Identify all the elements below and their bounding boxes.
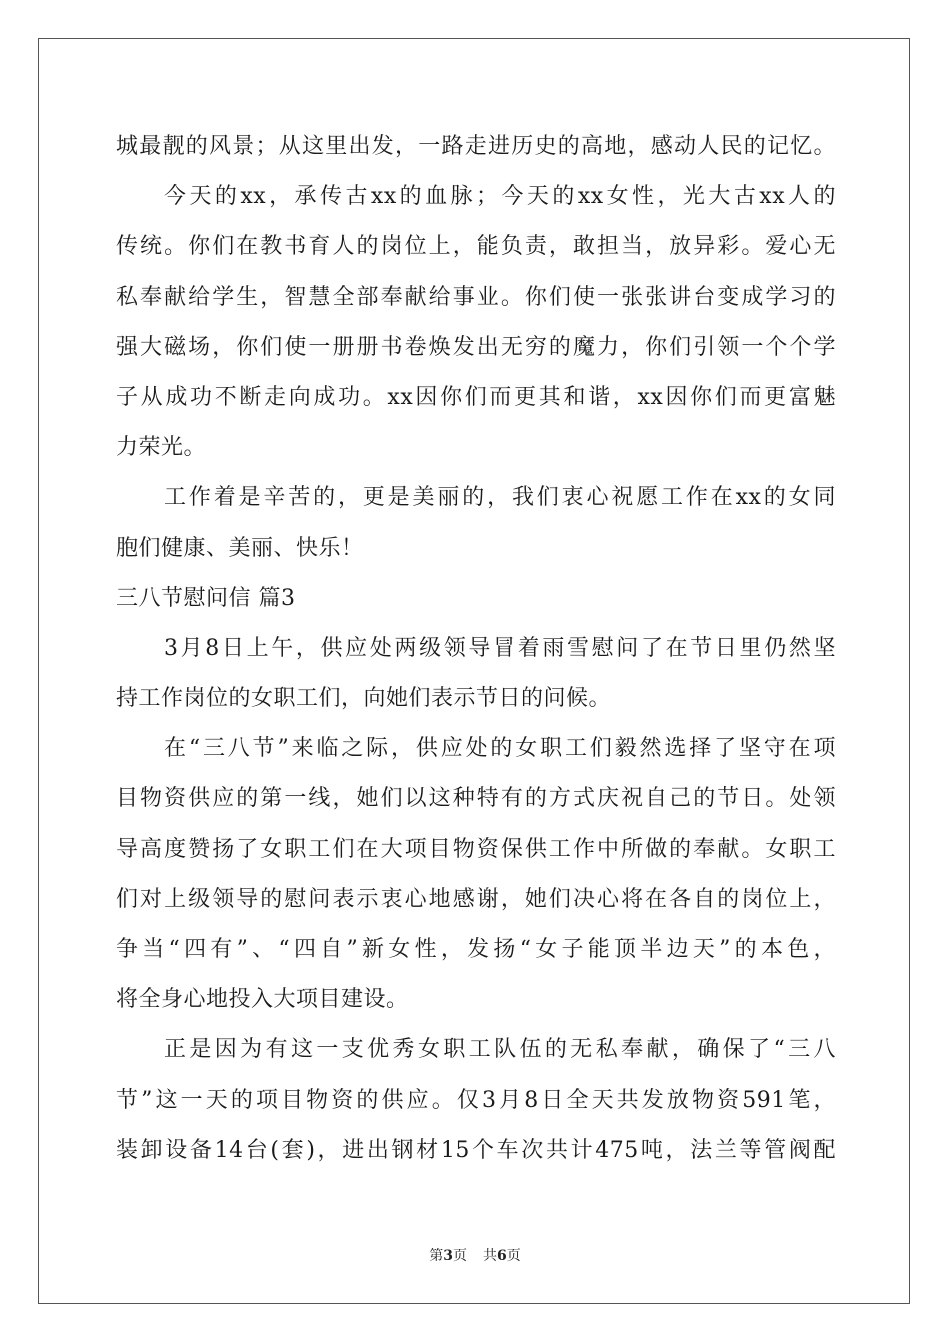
text-line: 力荣光。 xyxy=(116,435,207,461)
text-line: 传统。你们在教书育人的岗位上，能负责，敢担当，放异彩。爱心无 xyxy=(116,234,836,260)
text-line: 工作着是辛苦的，更是美丽的，我们衷心祝愿工作在xx的女同 xyxy=(164,485,836,511)
footer-prefix: 第 xyxy=(429,1248,444,1264)
text-line: 导高度赞扬了女职工们在大项目物资保供工作中所做的奉献。女职工 xyxy=(116,836,836,862)
text-line: 城最靓的风景；从这里出发，一路走进历史的高地，感动人民的记忆。 xyxy=(116,134,836,159)
text-line: 争当“四有”、“四自”新女性，发扬“女子能顶半边天”的本色， xyxy=(116,937,836,962)
text-line: 胞们健康、美丽、快乐！ xyxy=(116,535,364,561)
text-line: 今天的xx，承传古xx的血脉；今天的xx女性，光大古xx人的 xyxy=(164,184,836,210)
text-line: 强大磁场，你们使一册册书卷焕发出无穷的魔力，你们引领一个个学 xyxy=(116,334,836,360)
footer-page-suffix: 页 xyxy=(453,1248,467,1264)
text-line: 装卸设备14台(套)，进出钢材15个车次共计475吨，法兰等管阀配 xyxy=(116,1137,836,1163)
text-line: 持工作岗位的女职工们，向她们表示节日的问候。 xyxy=(116,686,612,712)
text-line: 三八节慰问信 篇3 xyxy=(116,585,296,611)
footer-total-suffix: 页 xyxy=(506,1248,521,1264)
document-body xyxy=(116,122,836,1176)
text-line: 们对上级领导的慰问表示衷心地感谢，她们决心将在各自的岗位上， xyxy=(116,886,836,912)
text-line: 将全身心地投入大项目建设。 xyxy=(116,987,409,1013)
text-line: 目物资供应的第一线，她们以这种特有的方式庆祝自己的节日。处领 xyxy=(116,786,836,812)
text-line: 私奉献给学生，智慧全部奉献给事业。你们使一张张讲台变成学习的 xyxy=(116,284,836,310)
footer-total-prefix: 共 xyxy=(483,1248,497,1264)
footer-current-page: 3 xyxy=(443,1248,453,1264)
text-line: 在“三八节”来临之际，供应处的女职工们毅然选择了坚守在项 xyxy=(164,736,836,762)
text-line: 正是因为有这一支优秀女职工队伍的无私奉献，确保了“三八 xyxy=(164,1037,836,1063)
page-footer xyxy=(0,1246,950,1266)
text-line: 节”这一天的项目物资的供应。仅3月8日全天共发放物资591笔， xyxy=(116,1087,836,1113)
footer-total-pages: 6 xyxy=(497,1248,507,1264)
text-line: 3月8日上午，供应处两级领导冒着雨雪慰问了在节日里仍然坚 xyxy=(164,635,836,661)
text-line: 子从成功不断走向成功。xx因你们而更其和谐，xx因你们而更富魅 xyxy=(116,384,836,410)
